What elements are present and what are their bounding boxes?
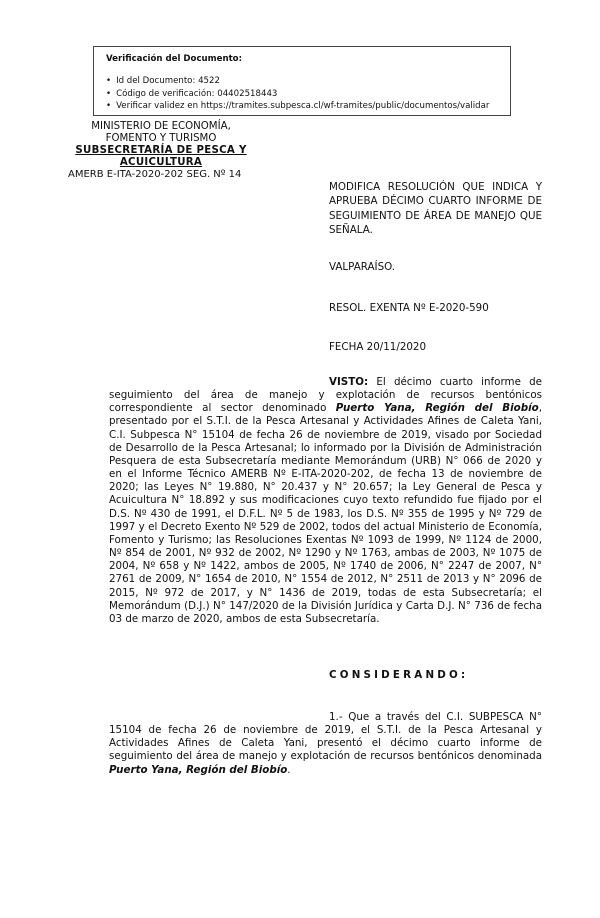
- ministry-line-2: FOMENTO Y TURISMO: [105, 133, 217, 144]
- visto-text-1: El décimo cuarto informe de seguimiento del área de manejo y explotación de recursos bentónicos correspondiente al sector denominado: [109, 376, 542, 415]
- considerando-1-end: .: [287, 763, 291, 776]
- considerando-1-paragraph: [109, 711, 542, 777]
- visto-place: Puerto Yana, Región del Biobío: [335, 402, 539, 415]
- resolution-number: RESOL. EXENTA Nº E-2020-590: [329, 302, 489, 314]
- resolution-title: MODIFICA RESOLUCIÓN QUE INDICA Y APRUEBA DÉCIMO CUARTO INFORME DE SEGUIMIENTO DE ÁREA DE MANEJO QUE SEÑALA.: [329, 181, 542, 237]
- reference-code: AMERB E-ITA-2020-202 SEG. Nº 14: [68, 169, 242, 180]
- place: VALPARAÍSO.: [329, 261, 396, 273]
- verification-document-id: • Id del Documento: 4522: [106, 75, 500, 88]
- visto-paragraph: [109, 376, 542, 626]
- verification-title: Verificación del Documento:: [106, 54, 243, 64]
- considerando-1-place: Puerto Yana, Región del Biobío: [109, 763, 288, 776]
- visto-label: VISTO:: [329, 376, 369, 388]
- resolution-date: FECHA 20/11/2020: [329, 341, 427, 353]
- visto-text-2: , presentado por el S.T.I. de la Pesca Artesanal y Actividades Afines de Caleta Yani, C.I. Subpesca N° 15104 de fecha 26 de noviembre de 2019, visado por Sociedad de Desarrollo de la Pesca Artesanal; lo informado por la División de Administración Pesquera de esta Subsecretaría mediante Memorándum (URB) N° 066 de 2020 y en el Informe Técnico AMERB Nº E-ITA-2020-202, de fecha 13 de noviembre de 2020; las Leyes N° 19.880, N° 20.437 y N° 20.657; la Ley General de Pesca y Acuicultura N° 18.892 y sus modificaciones cuyo texto refundido fue fijado por el D.S. Nº 430 de 1991, el D.F.L. Nº 5 de 1983, los D.S. Nº 355 de 1995 y Nº 729 de 1997 y el Decreto Exento Nº 529 de 2002, todos del actual Ministerio de Economía, Fomento y Turismo; las Resoluciones Exentas Nº 1093 de 1999, Nº 1124 de 2000, Nº 854 de 2001, Nº 932 de 2002, Nº 1290 y Nº 1763, ambas de 2003, Nº 1075 de 2004, Nº 658 y Nº 1422, ambos de 2005, Nº 1740 de 2006, N° 2247 de 2007, N° 2761 de 2009, N° 1654 de 2010, N° 1554 de 2012, N° 2511 de 2013 y N° 2096 de 2015, Nº 972 de 2017, y N° 1436 de 2019, todas de esta Subsecretaría; el Memorándum (D.J.) N° 147/2020 de la División Jurídica y Carta D.J. N° 736 de fecha 03 de marzo de 2020, ambos de esta Subsecretaría.: [109, 402, 542, 625]
- verification-list: [106, 75, 500, 113]
- verification-code: • Código de verificación: 04402518443: [106, 88, 500, 101]
- verification-url[interactable]: • Verificar validez en https://tramites.subpesca.cl/wf-tramites/public/documentos/validar: [106, 100, 500, 113]
- ministry-line-1: MINISTERIO DE ECONOMÍA,: [91, 121, 231, 132]
- considerando-1-text: 1.- Que a través del C.I. SUBPESCA N° 15104 de fecha 26 de noviembre de 2019, el S.T.I. de la Pesca Artesanal y Actividades Afines de Caleta Yani, presentó el décimo cuarto informe de seguimiento del área de manejo y explotación de recursos bentónicos denominada: [109, 711, 542, 763]
- letterhead: [36, 121, 286, 181]
- subsecretaria-name: SUBSECRETARÍA DE PESCA Y ACUICULTURA: [75, 145, 247, 168]
- considerando-heading: CONSIDERANDO:: [329, 669, 469, 681]
- verification-box: [93, 46, 511, 116]
